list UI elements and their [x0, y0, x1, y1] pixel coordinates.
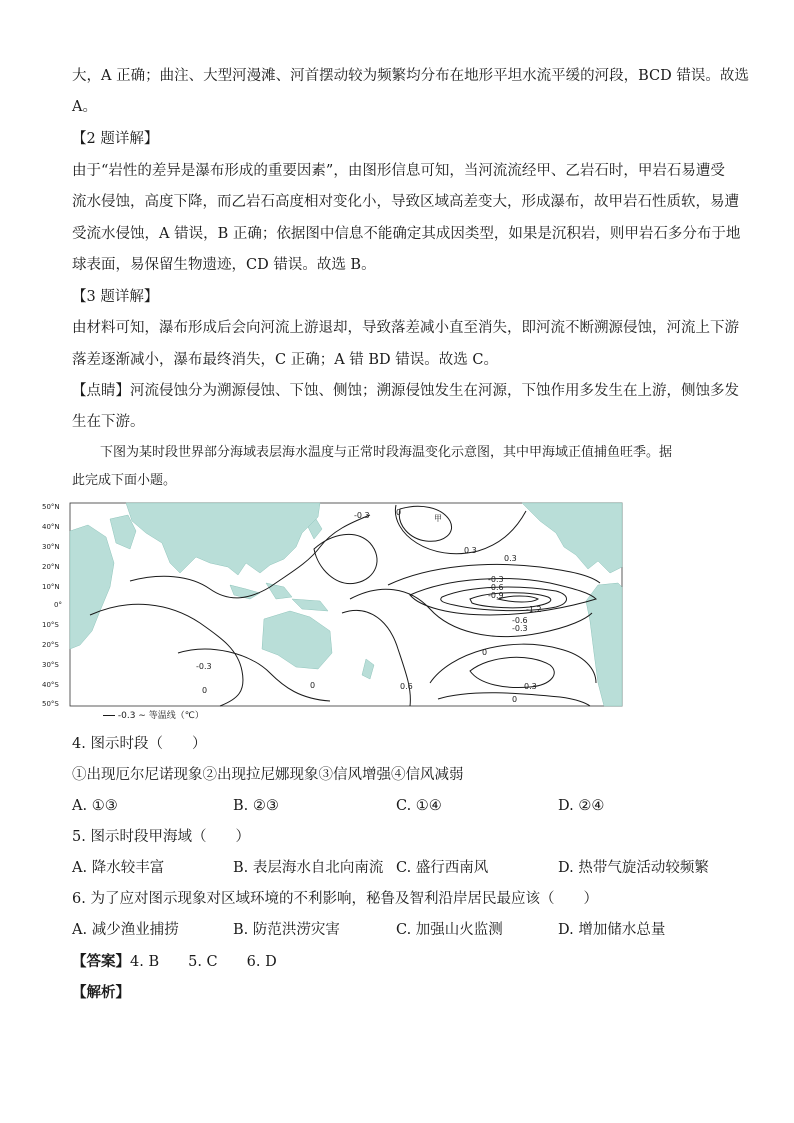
isotherm-value: 0	[396, 508, 402, 517]
figure-intro: 下图为某时段世界部分海域表层海水温度与正常时段海温变化示意图，其中甲海域正值捕鱼旺季。据	[100, 445, 673, 460]
isotherm-value: -0.3	[512, 624, 528, 633]
region-label-jia: 甲	[434, 514, 442, 523]
isotherm-value: 0	[512, 695, 518, 704]
isotherm-value: -0.6	[512, 616, 528, 625]
answer-label: 【答案】	[72, 953, 130, 970]
paragraph-line: A。	[72, 99, 97, 115]
legend-line-icon	[103, 715, 115, 716]
isotherm-value: -0.3	[354, 511, 370, 520]
lat-label: 50°N	[42, 503, 60, 511]
paragraph-line: 受流水侵蚀，A 错误，B 正确；依据图中信息不能确定其成因类型，如果是沉积岩，则甲岩石多分布于地	[72, 226, 741, 242]
isotherm-value: -0.3	[196, 662, 212, 671]
question-stem: 5. 图示时段甲海域（ ）	[72, 829, 250, 845]
isotherm-value: 0	[482, 648, 488, 657]
section-heading: 【2 题详解】	[72, 131, 159, 147]
option-b[interactable]: B. 表层海水自北向南流	[233, 860, 384, 876]
analysis-label: 【解析】	[72, 984, 130, 1001]
map-legend	[103, 708, 204, 721]
paragraph-line: 由于“岩性的差异是瀑布形成的重要因素”，由图形信息可知，当河流流经甲、乙岩石时，甲岩石易遭受	[72, 163, 725, 179]
isotherm-value: -0.3	[488, 575, 504, 584]
legend-text: 等温线（℃）	[148, 711, 204, 721]
option-c[interactable]: C. 加强山火监测	[396, 922, 503, 938]
lat-label: 20°S	[42, 641, 59, 649]
figure-intro: 此完成下面小题。	[72, 473, 177, 488]
isotherm-value: 0.3	[504, 554, 517, 563]
option-d[interactable]: D. 增加储水总量	[558, 922, 666, 938]
lat-label: 50°S	[42, 700, 59, 708]
isotherm-value: 0	[202, 686, 208, 695]
lat-label: 40°N	[42, 523, 60, 531]
lat-label: 40°S	[42, 681, 59, 689]
answer-text: 4. B 5. C 6. D	[130, 954, 277, 970]
paragraph-line: 落差逐渐减小，瀑布最终消失，C 正确；A 错 BD 错误。故选 C。	[72, 352, 498, 368]
option-d[interactable]: D. ②④	[558, 798, 605, 814]
lat-label: 0°	[54, 601, 62, 609]
option-c[interactable]: C. 盛行西南风	[396, 860, 489, 876]
paragraph-line: 生在下游。	[72, 414, 145, 430]
option-a[interactable]: A. ①③	[72, 798, 118, 814]
isotherm-value: -1.2	[526, 605, 542, 614]
paragraph-line: 由材料可知，瀑布形成后会向河流上游退却，导致落差减小直至消失，即河流不断溯源侵蚀，河流上下游	[72, 320, 739, 336]
lat-label: 20°N	[42, 563, 60, 571]
section-heading: 【3 题详解】	[72, 289, 159, 305]
answer-line	[72, 952, 277, 972]
isotherm-value: 0	[310, 681, 316, 690]
lat-label: 30°N	[42, 543, 60, 551]
option-c[interactable]: C. ①④	[396, 798, 442, 814]
isotherm-value: 0.6	[400, 682, 413, 691]
paragraph-line: 球表面，易保留生物遗迹，CD 错误。故选 B。	[72, 257, 376, 273]
lat-label: 30°S	[42, 661, 59, 669]
legend-wave-icon: ∼	[138, 711, 146, 721]
option-b[interactable]: B. ②③	[233, 798, 279, 814]
question-stem: 6. 为了应对图示现象对区域环境的不利影响，秘鲁及智利沿岸居民最应该（ ）	[72, 891, 598, 907]
option-d[interactable]: D. 热带气旋活动较频繁	[558, 860, 709, 876]
isotherm-value: -0.9	[488, 591, 504, 600]
paragraph-line: 流水侵蚀，高度下降，而乙岩石高度相对变化小，导致区域高差变大，形成瀑布，故甲岩石性质软，易遭	[72, 194, 739, 210]
lat-label: 10°N	[42, 583, 60, 591]
paragraph-line: 大，A 正确；曲注、大型河漫滩、河首摆动较为频繁均分布在地形平坦水流平缓的河段，BCD 错误。故选	[72, 68, 749, 84]
legend-value: -0.3	[117, 711, 136, 721]
option-a[interactable]: A. 降水较丰富	[72, 860, 165, 876]
option-b[interactable]: B. 防范洪涝灾害	[233, 922, 340, 938]
option-a[interactable]: A. 减少渔业捕捞	[72, 922, 179, 938]
question-stem: 4. 图示时段（ ）	[72, 736, 207, 752]
sst-anomaly-map	[42, 503, 622, 708]
lat-label: 10°S	[42, 621, 59, 629]
isotherm-value: -0.6	[488, 583, 504, 592]
key-point-line: 【点睛】河流侵蚀分为溯源侵蚀、下蚀、侧蚀；溯源侵蚀发生在河源，下蚀作用多发生在上游，侧蚀多发	[72, 383, 739, 399]
question-sub: ①出现厄尔尼诺现象②出现拉尼娜现象③信风增强④信风减弱	[72, 767, 464, 783]
latitude-labels	[42, 503, 62, 708]
isotherm-value: 0.3	[524, 682, 537, 691]
isotherm-value: 0.3	[464, 546, 477, 555]
